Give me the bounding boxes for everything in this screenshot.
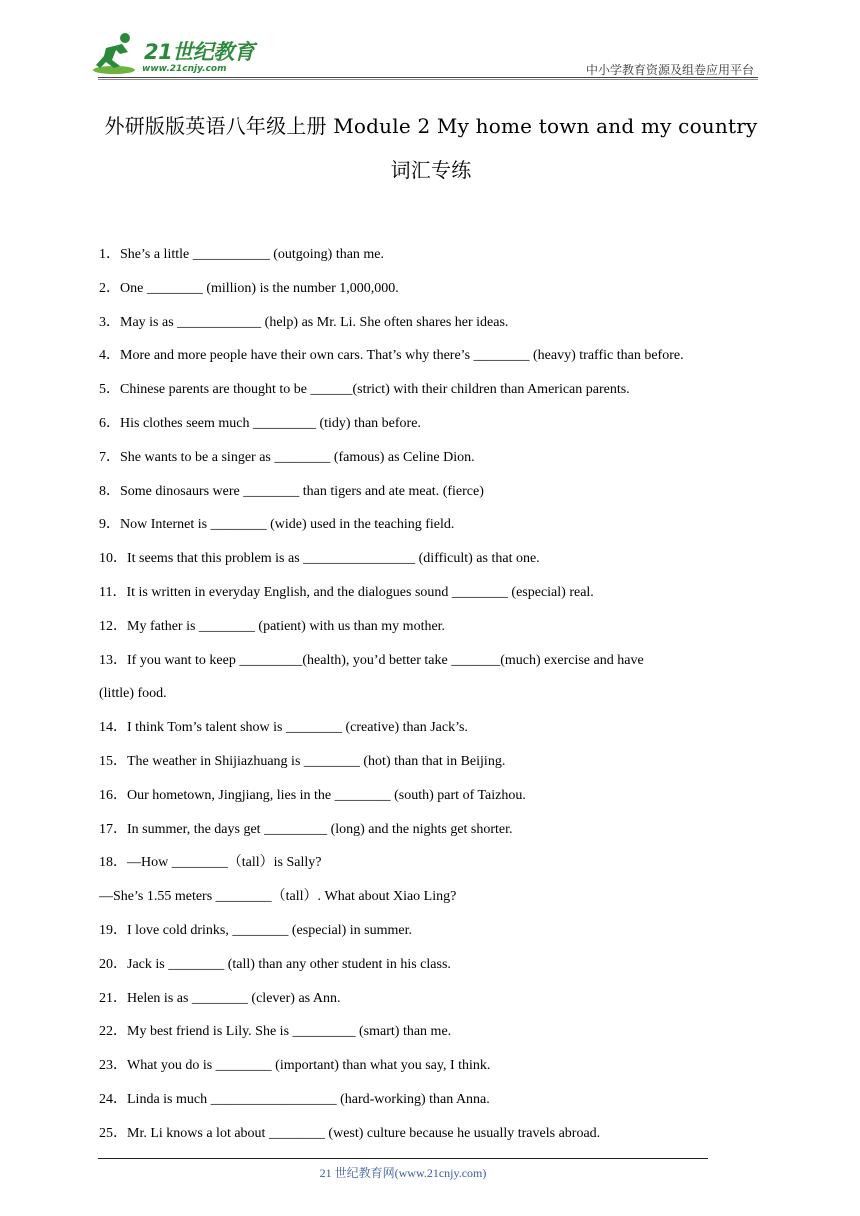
- question-7: 7．She wants to be a singer as ________ (famous) as Celine Dion.: [99, 449, 475, 465]
- question-18: 18．—How ________（tall）is Sally?: [99, 855, 322, 871]
- page-header: [0, 0, 860, 80]
- question-5: 5．Chinese parents are thought to be ______(strict) with their children than American parents.: [99, 382, 630, 398]
- question-15: 15．The weather in Shijiazhuang is ________ (hot) than that in Beijing.: [99, 753, 506, 769]
- logo-url: www.21cnjy.com: [142, 64, 227, 74]
- page-footer: 21 世纪教育网(www.21cnjy.com): [319, 1166, 487, 1180]
- question-22: 22．My best friend is Lily. She is _________ (smart) than me.: [99, 1024, 452, 1040]
- question-24: 24．Linda is much __________________ (hard-working) than Anna.: [99, 1091, 490, 1107]
- header-tagline: 中小学教育资源及组卷应用平台: [585, 63, 754, 77]
- question-6: 6．His clothes seem much _________ (tidy) than before.: [99, 415, 421, 431]
- question-8: 8．Some dinosaurs were ________ than tigers and ate meat. (fierce): [99, 483, 484, 499]
- question-10: 10．It seems that this problem is as ________________ (difficult) as that one.: [99, 551, 540, 567]
- question-12: 12．My father is ________ (patient) with us than my mother.: [99, 618, 446, 634]
- question-23: 23．What you do is ________ (important) than what you say, I think.: [99, 1058, 491, 1074]
- question-17: 17．In summer, the days get _________ (long) and the nights get shorter.: [99, 821, 513, 837]
- logo: [92, 30, 262, 78]
- runner-logo-icon: [92, 30, 142, 76]
- question-19: 19．I love cold drinks, ________ (especial) in summer.: [99, 922, 412, 938]
- question-21: 21．Helen is as ________ (clever) as Ann.: [99, 990, 341, 1006]
- question-1: 1．She’s a little ___________ (outgoing) than me.: [99, 247, 385, 262]
- logo-text: 21世纪教育: [144, 40, 255, 64]
- question-16: 16．Our hometown, Jingjiang, lies in the ________ (south) part of Taizhou.: [99, 787, 526, 803]
- question-20: 20．Jack is ________ (tall) than any other student in his class.: [99, 956, 451, 972]
- question-14: 14．I think Tom’s talent show is ________ (creative) than Jack’s.: [99, 720, 468, 736]
- question-3: 3．May is as ____________ (help) as Mr. Li. She often shares her ideas.: [99, 314, 509, 330]
- question-2: 2．One ________ (million) is the number 1,000,000.: [99, 280, 399, 296]
- question-4: 4．More and more people have their own cars. That’s why there’s ________ (heavy) traffic than before.: [99, 348, 684, 364]
- question-18-response: —She’s 1.55 meters ________（tall）. What about Xiao Ling?: [99, 889, 457, 905]
- question-11: 11．It is written in everyday English, and the dialogues sound ________ (especial) real.: [99, 584, 594, 600]
- header-divider: [98, 77, 758, 78]
- document-title: 外研版版英语八年级上册 Module 2 My home town and my country 词汇专练: [104, 114, 758, 182]
- question-list: [99, 238, 764, 1151]
- header-divider-secondary: [98, 79, 758, 80]
- question-13: 13．If you want to keep _________(health), you’d better take _______(much) exercise and have: [99, 652, 644, 668]
- footer-divider: [98, 1158, 708, 1159]
- question-13-continuation: (little) food.: [99, 686, 167, 702]
- question-9: 9．Now Internet is ________ (wide) used in the teaching field.: [99, 517, 455, 533]
- question-25: 25．Mr. Li knows a lot about ________ (west) culture because he usually travels abroad.: [99, 1125, 601, 1141]
